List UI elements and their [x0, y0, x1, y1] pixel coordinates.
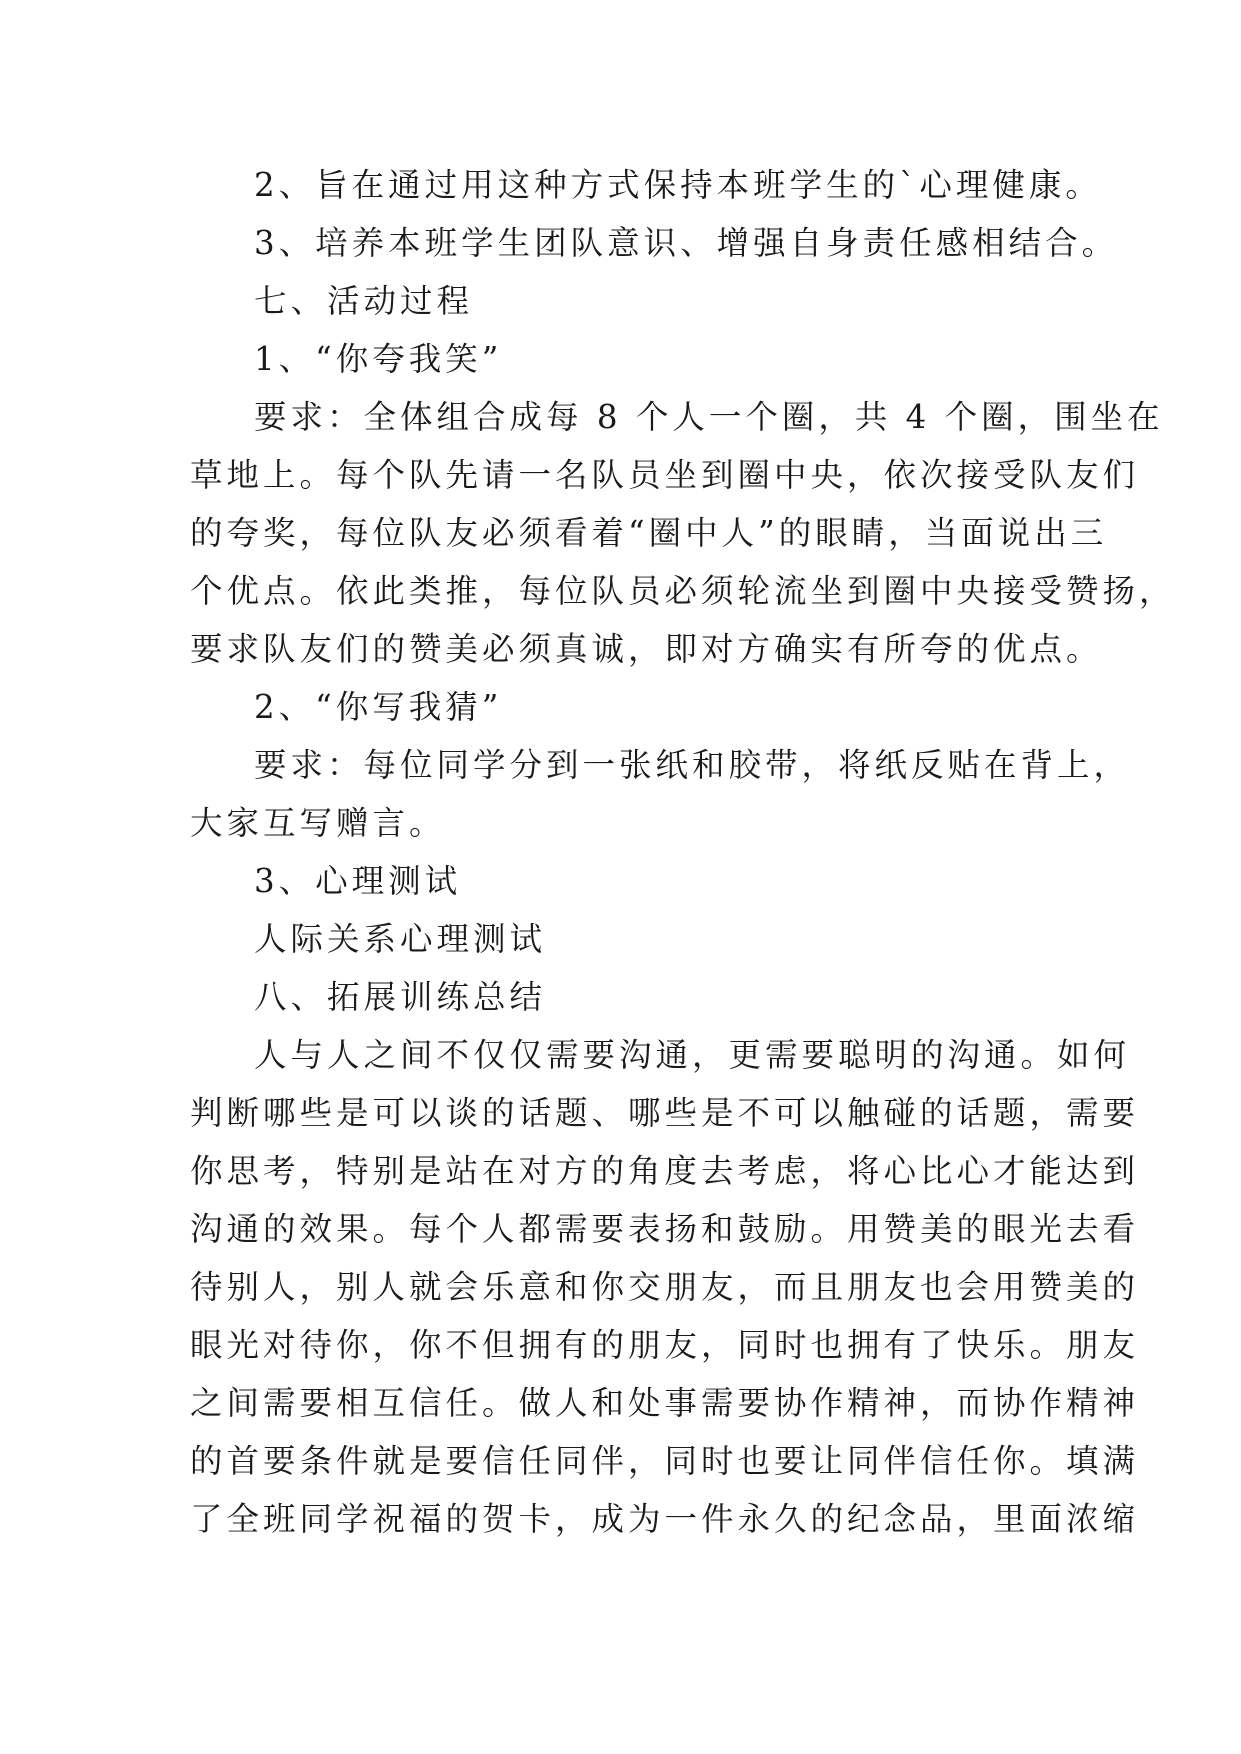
text-line: 要求：每位同学分到一张纸和胶带，将纸反贴在背上，	[254, 746, 1131, 784]
text-line: 要求队友们的赞美必须真诚，即对方确实有所夸的优点。	[190, 630, 1103, 668]
section-heading: 七、活动过程	[254, 282, 474, 320]
text-line: 判断哪些是可以谈的话题、哪些是不可以触碰的话题，需要	[190, 1094, 1140, 1132]
subsection-heading: 2、“你写我猜”	[254, 688, 503, 726]
text-line: 3、培养本班学生团队意识、增强自身责任感相结合。	[254, 224, 1119, 262]
text-line: 要求：全体组合成每 8 个人一个圈，共 4 个圈，围坐在	[254, 398, 1164, 436]
text-line: 沟通的效果。每个人都需要表扬和鼓励。用赞美的眼光去看	[190, 1210, 1140, 1248]
text-line: 草地上。每个队先请一名队员坐到圈中央，依次接受队友们	[190, 456, 1140, 494]
text-line: 之间需要相互信任。做人和处事需要协作精神，而协作精神	[190, 1384, 1140, 1422]
text-line: 眼光对待你，你不但拥有的朋友，同时也拥有了快乐。朋友	[190, 1326, 1140, 1364]
section-heading: 八、拓展训练总结	[254, 978, 547, 1016]
text-line: 你思考，特别是站在对方的角度去考虑，将心比心才能达到	[190, 1152, 1140, 1190]
text-line: 人际关系心理测试	[254, 920, 547, 958]
subsection-heading: 3、心理测试	[254, 862, 462, 900]
text-line: 待别人，别人就会乐意和你交朋友，而且朋友也会用赞美的	[190, 1268, 1140, 1306]
text-line: 的首要条件就是要信任同伴，同时也要让同伴信任你。填满	[190, 1442, 1140, 1480]
text-line: 大家互写赠言。	[190, 804, 446, 842]
text-line: 了全班同学祝福的贺卡，成为一件永久的纪念品，里面浓缩	[190, 1500, 1140, 1538]
text-line: 个优点。依此类推，每位队员必须轮流坐到圈中央接受赞扬，	[190, 572, 1176, 610]
text-line: 人与人之间不仅仅需要沟通，更需要聪明的沟通。如何	[254, 1036, 1131, 1074]
text-line: 2、旨在通过用这种方式保持本班学生的`心理健康。	[254, 166, 1102, 204]
subsection-heading: 1、“你夸我笑”	[254, 340, 503, 378]
text-line: 的夸奖，每位队友必须看着“圈中人”的眼睛，当面说出三	[190, 514, 1108, 552]
